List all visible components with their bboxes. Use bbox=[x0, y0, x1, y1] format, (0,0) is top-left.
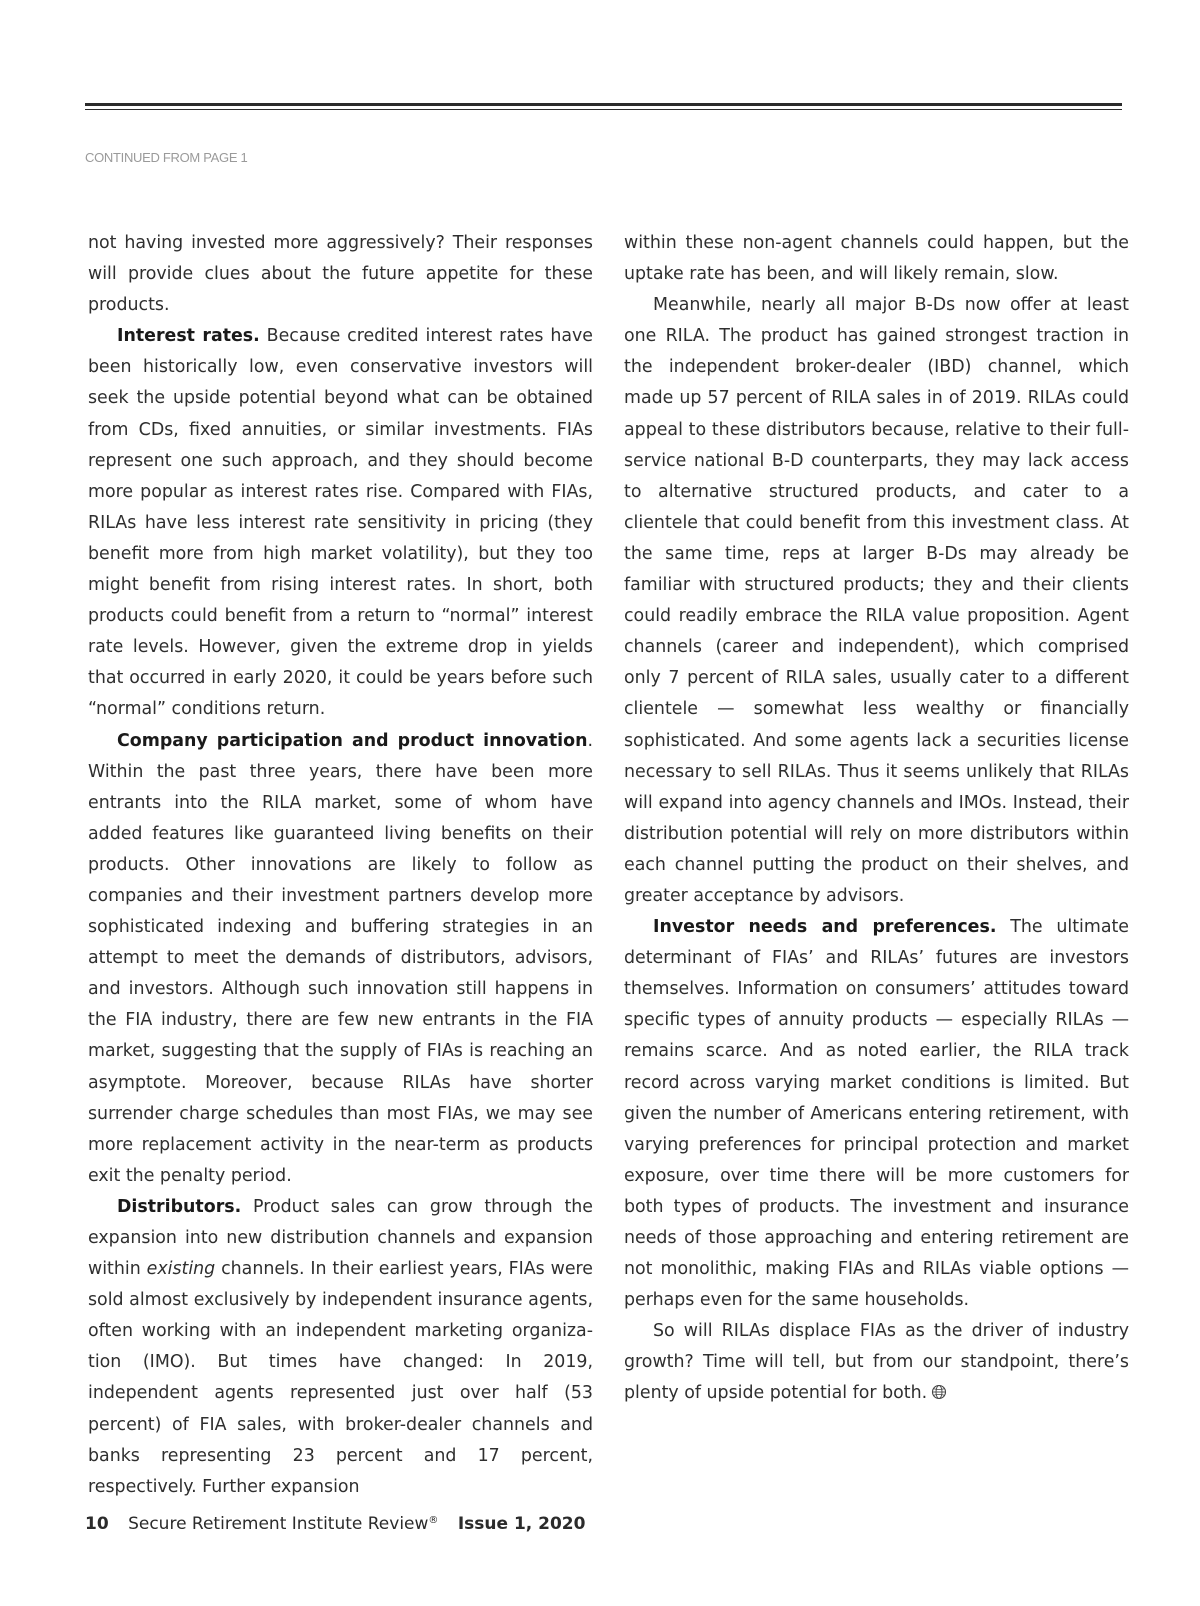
continued-label: CONTINUED FROM PAGE 1 bbox=[85, 150, 248, 165]
issue-label: Issue 1, 2020 bbox=[457, 1514, 586, 1534]
paragraph-body: The ultimate determinant of FIAs’ and RILAs’ futures are investors themselves. Information on consumers’ attitudes toward specific types of annuity products — especially RILAs — remains scarce. And as noted earlier, the RILA track record across varying market conditions is limited. But given the number of Americans entering retirement, with varying preferences for principal protection and market exposure, over time there will be more customers for both types of products. The investment and insurance needs of those approaching and entering retirement are not monolithic, making FIAs and RILAs viable options — perhaps even for the same households. bbox=[624, 917, 1129, 1311]
page-number: 10 bbox=[85, 1514, 109, 1534]
header-rule-thin bbox=[85, 109, 1122, 110]
right-column bbox=[624, 228, 1129, 1410]
page-footer bbox=[85, 1514, 585, 1534]
paragraph-body: channels. In their earliest years, FIAs were sold almost exclusively by independent insurance agents, often working with an independent marketing organization (IMO). But times have changed: In 2019, independent agents represented just over half (53 percent) of FIA sales, with broker-dealer channels and banks representing 23 percent and 17 percent, respectively. Further expansion bbox=[88, 1259, 593, 1497]
paragraph-distributors bbox=[88, 1192, 593, 1503]
publication-name bbox=[128, 1514, 438, 1534]
paragraph-company-participation bbox=[88, 726, 593, 1192]
paragraph-body: So will RILAs displace FIAs as the driver of industry growth? Time will tell, but from our standpoint, there’s plenty of upside potential for both. bbox=[624, 1321, 1129, 1404]
registered-mark: ® bbox=[428, 1515, 439, 1526]
publication-title: Secure Retirement Institute Review bbox=[128, 1514, 429, 1534]
paragraph: within these non-agent channels could happen, but the uptake rate has been, and will likely remain, slow. bbox=[624, 233, 1129, 285]
paragraph-investor-needs bbox=[624, 912, 1129, 1316]
section-heading-company-participation: Company participation and product innovation bbox=[117, 730, 588, 751]
paragraph-b-ds: Meanwhile, nearly all major B-Ds now offer at least one RILA. The product has gained strongest traction in the independent broker-dealer (IBD) channel, which made up 57 percent of RILA sales in of 2019. RILAs could appeal to these distributors because, relative to their full-service national B-D counterparts, they may lack access to alternative structured products, and cater to a clientele that could benefit from this investment class. At the same time, reps at larger B-Ds may already be familiar with structured products; they and their clients could readily embrace the RILA value proposition. Agent channels (career and independent), which comprised only 7 percent of RILA sales, usually cater to a different clientele — somewhat less wealthy or financially sophisticated. And some agents lack a securities license necessary to sell RILAs. Thus it seems unlikely that RILAs will expand into agency channels and IMOs. Instead, their distribution potential will rely on more distributors within each channel putting the product on their shelves, and greater acceptance by advisors. bbox=[624, 295, 1129, 906]
header-rule-thick bbox=[85, 103, 1122, 106]
section-heading-distributors: Distributors. bbox=[117, 1196, 242, 1217]
paragraph-body: Because credited interest rates have been historically low, even conservative investors will seek the upside potential beyond what can be obtained from CDs, fixed annuities, or similar investments. FIAs represent one such approach, and they should become more popular as interest rates rise. Compared with FIAs, RILAs have less interest rate sensitivity in pricing (they benefit more from high market volatility), but they too might benefit from rising interest rates. In short, both products could benefit from a return to “normal” interest rate levels. However, given the extreme drop in yields that occurred in early 2020, it could be years before such “normal” conditions return. bbox=[88, 326, 593, 720]
paragraph-conclusion bbox=[624, 1316, 1129, 1409]
globe-icon bbox=[931, 1384, 947, 1400]
paragraph-body: . Within the past three years, there have been more entrants into the RILA market, some of whom have added features like guaranteed living benefits on their products. Other innovations are likely to follow as companies and their investment partners develop more sophisticated indexing and buffering strategies in an attempt to meet the demands of distributors, advisors, and investors. Although such innovation still happens in the FIA industry, there are few new entrants in the FIA market, suggesting that the supply of FIAs is reaching an asymptote. Moreover, because RILAs have shorter surrender charge schedules than most FIAs, we may see more replacement activity in the near-term as products exit the penalty period. bbox=[88, 730, 593, 1186]
left-column bbox=[88, 228, 593, 1503]
paragraph-body: Product sales can grow through the expansion into new distribution channels and expansion within bbox=[88, 1196, 593, 1280]
paragraph-interest-rates bbox=[88, 321, 593, 725]
section-heading-interest-rates: Interest rates. bbox=[117, 326, 260, 347]
emphasis-text: existing bbox=[146, 1259, 216, 1280]
paragraph: not having invested more aggressively? Their responses will provide clues about the future appetite for these products. bbox=[88, 233, 593, 316]
section-heading-investor-needs: Investor needs and preferences. bbox=[653, 917, 997, 938]
